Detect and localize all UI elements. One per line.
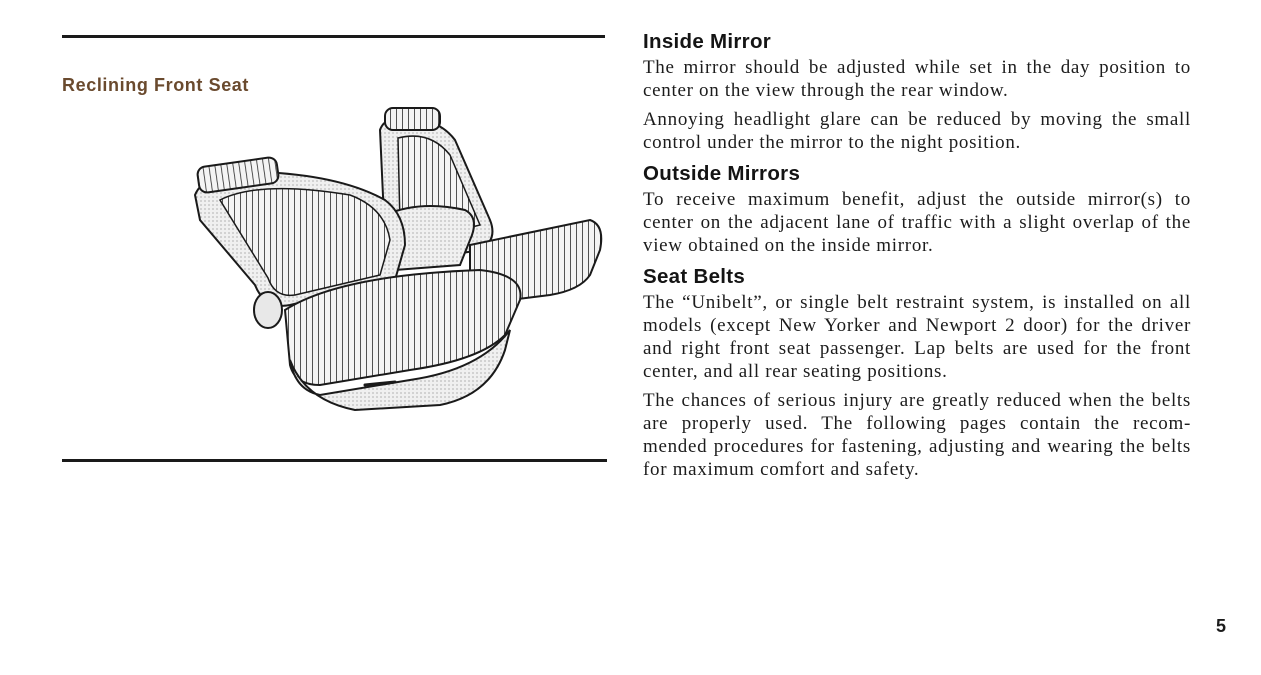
seat-belts-paragraph-2: The chances of serious injury are greatly reduced when the belts are properly used. The following pages contain the recom- mended procedures for fastening, adjusting and wearing the belts for maximum comfort and safety.	[643, 390, 1191, 480]
seat-belts-heading: Seat Belts	[643, 265, 746, 288]
bottom-rule	[62, 459, 607, 462]
outside-mirrors-paragraph-1: To receive maximum benefit, adjust the outside mirror(s) to center on the adjacent lane of traffic with a slight overlap of the view obtained on the inside mirror.	[643, 189, 1191, 256]
outside-mirrors-heading: Outside Mirrors	[643, 162, 801, 185]
reclining-seat-illustration	[180, 100, 610, 420]
inside-mirror-paragraph-1: The mirror should be adjusted while set in the day position to center on the view through the rear window.	[643, 57, 1191, 101]
figure-caption: Reclining Front Seat	[62, 75, 250, 95]
reclining-front-seat-illustration	[180, 100, 610, 420]
text-column	[643, 28, 1191, 487]
inside-mirror-paragraph-2: Annoying headlight glare can be reduced by moving the small control under the mirror to the night position.	[643, 109, 1191, 153]
inside-mirror-heading: Inside Mirror	[643, 30, 772, 53]
seat-belts-paragraph-1: The “Unibelt”, or single belt restraint system, is installed on all models (except New Yorker and Newport 2 door) for the driver and right front seat passenger. Lap belts are used for the front center, and all rear seating positions.	[643, 292, 1191, 382]
page-number: 5	[1216, 616, 1227, 636]
top-rule	[62, 35, 605, 38]
